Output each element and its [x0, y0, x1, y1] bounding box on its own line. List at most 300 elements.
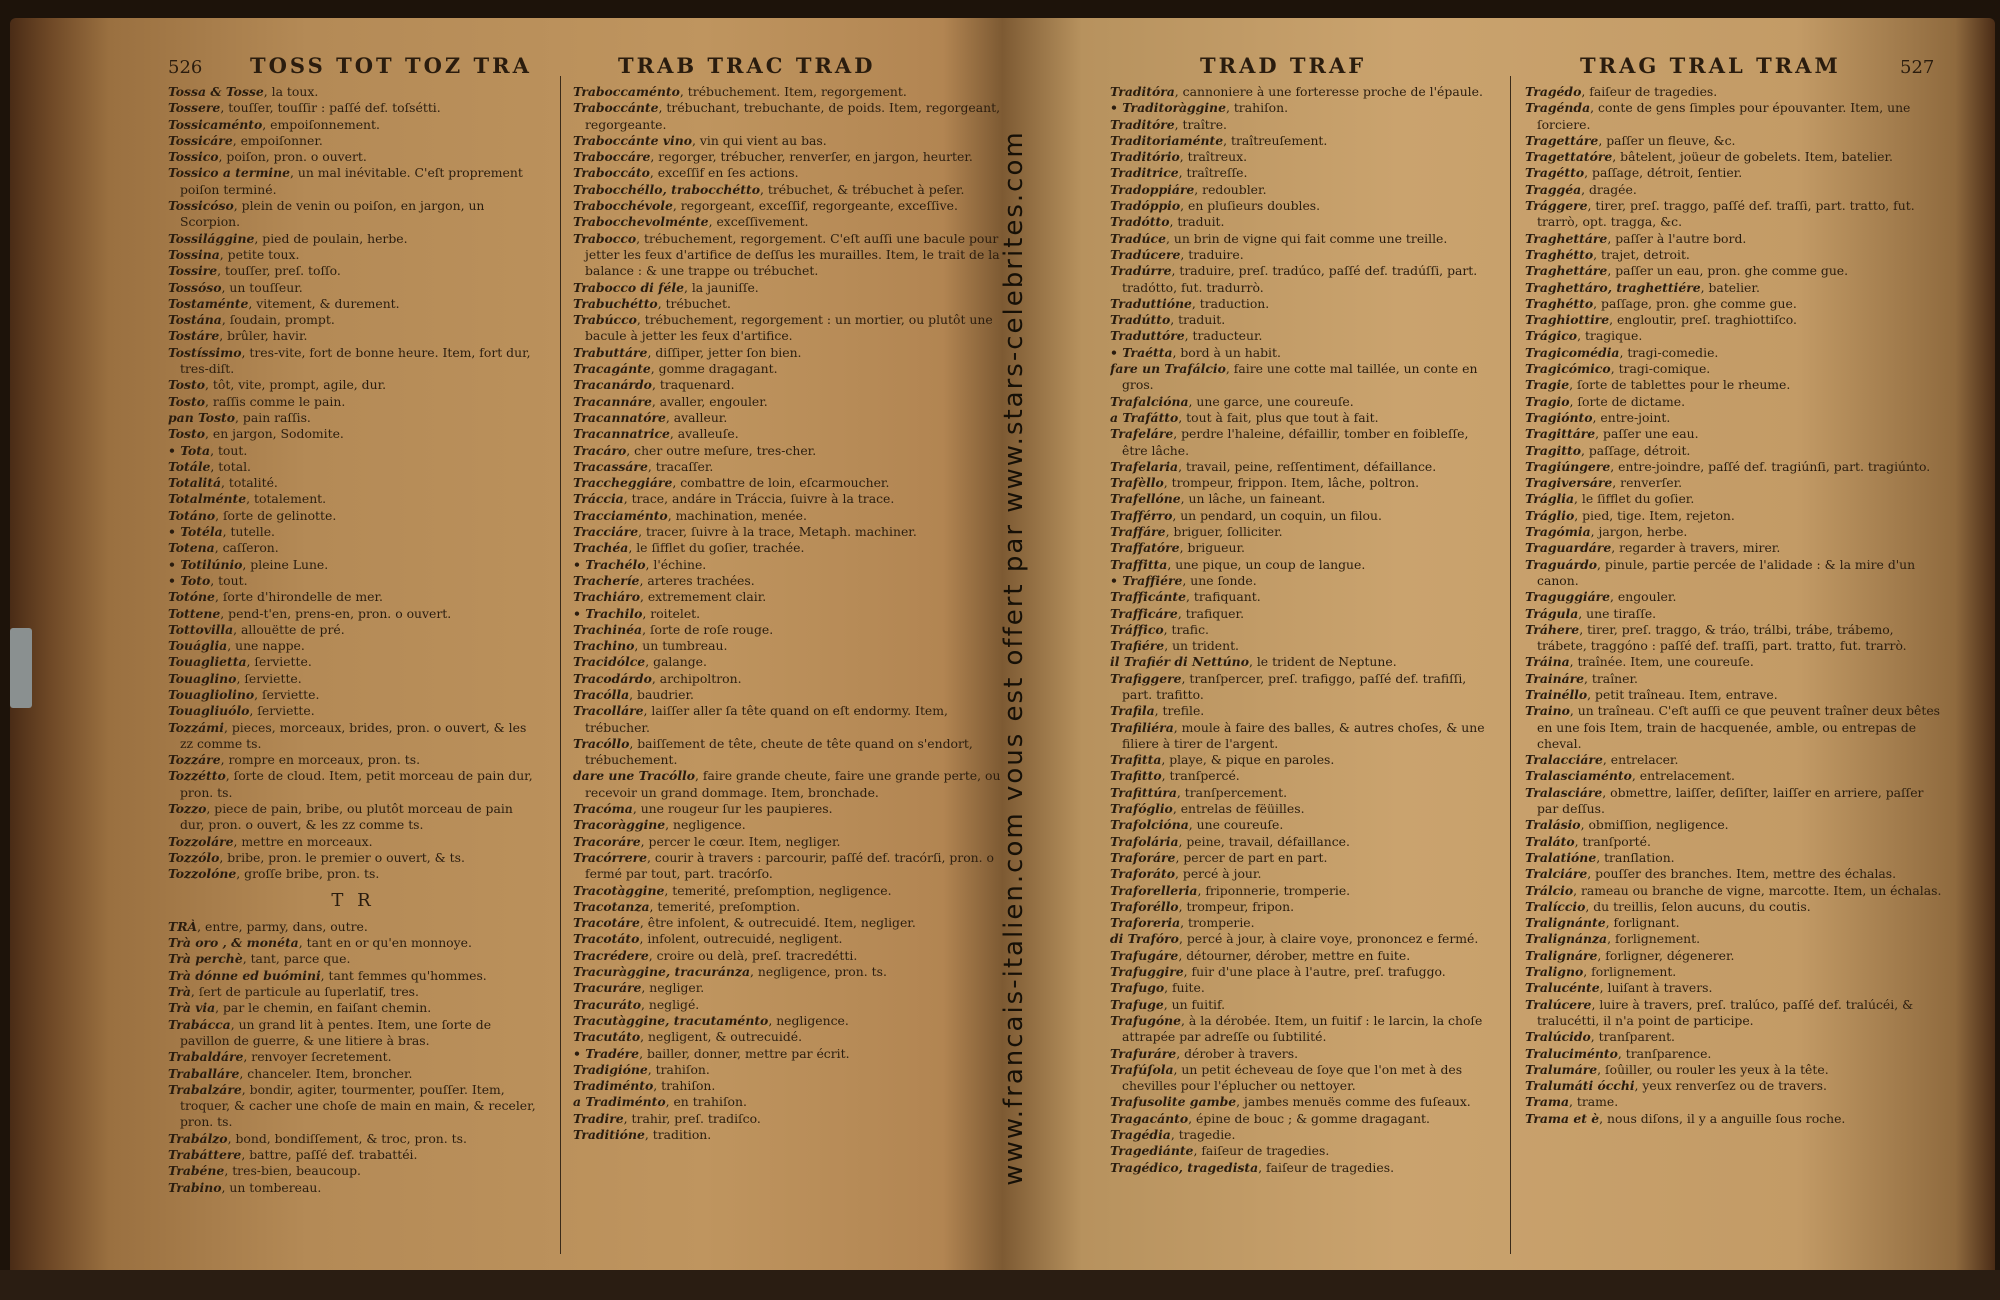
dictionary-entry [1525, 703, 1945, 752]
entry-headword: Traguárdo [1525, 556, 1598, 572]
dictionary-entry [573, 589, 1013, 605]
entry-definition: , regorger, trébucher, renverſer, en jargon, heurter. [650, 149, 973, 165]
entry-headword: Traforáto [1110, 866, 1176, 882]
dictionary-entry [1110, 345, 1485, 361]
entry-headword: Trabocchéllo, trabocchétto [573, 181, 760, 197]
dictionary-entry [573, 883, 1013, 899]
entry-headword: Trabácca [168, 1016, 231, 1032]
entry-headword: Trafficáre [1110, 605, 1178, 621]
entry-definition: , tout. [210, 442, 248, 458]
entry-headword: • Tota [168, 442, 211, 458]
entry-headword: Tossicáre [168, 132, 233, 148]
dictionary-entry [168, 752, 538, 768]
entry-definition: , pleine Lune. [242, 556, 329, 572]
entry-headword: Tragétto [1525, 165, 1585, 181]
dictionary-entry [168, 1082, 538, 1131]
entry-definition: , une rougeur ſur les paupieres. [632, 801, 833, 817]
dictionary-entry [1110, 573, 1485, 589]
entry-definition: , vitement, & durement. [248, 295, 400, 311]
entry-headword: Tracutáto [573, 1029, 641, 1045]
entry-definition: , forligner, dégenerer. [1597, 947, 1735, 963]
dictionary-entry [1110, 589, 1485, 605]
entry-definition: , nous diſons, il y a anguille ſous roche. [1599, 1110, 1846, 1126]
dictionary-entry [573, 1013, 1013, 1029]
dictionary-entry [1525, 524, 1945, 540]
entry-definition: , negligent, & outrecuidé. [640, 1029, 803, 1045]
entry-headword: Tostáre [168, 328, 220, 344]
entry-headword: Tradóppio [1110, 198, 1181, 214]
entry-headword: Trabocco di féle [573, 279, 684, 295]
entry-headword: Trafficánte [1110, 589, 1187, 605]
entry-headword: Trabino [168, 1179, 222, 1195]
dictionary-entry [1110, 866, 1485, 882]
entry-headword: Traforelleria [1110, 882, 1198, 898]
entry-definition: , tromperie. [1180, 915, 1255, 931]
entry-definition: , extremement clair. [639, 589, 767, 605]
entry-definition: , traîner. [1584, 670, 1638, 686]
entry-definition: , yeux renverſez ou de travers. [1634, 1078, 1827, 1094]
dictionary-entry [1525, 1078, 1945, 1094]
entry-headword: Touagliolino [168, 686, 255, 702]
entry-definition: , un tombereau. [221, 1179, 322, 1195]
dictionary-entry [1110, 785, 1485, 801]
dictionary-entry [168, 984, 538, 1000]
entry-definition: , ſorte de dictame. [1569, 393, 1686, 409]
entry-definition: , tant, parce que. [242, 951, 351, 967]
entry-headword: Tossina [168, 246, 220, 262]
entry-headword: Trà oro , & monéta [168, 935, 299, 951]
entry-headword: Traballáre [168, 1065, 240, 1081]
entry-definition: , galange. [645, 654, 707, 670]
dictionary-entry [1110, 165, 1485, 181]
dictionary-entry [168, 475, 538, 491]
entry-headword: Tralignánza [1525, 931, 1608, 947]
entry-headword: Tralásio [1525, 817, 1581, 833]
entry-headword: a Trafátto [1110, 409, 1179, 425]
entry-headword: Tráglio [1525, 507, 1575, 523]
entry-definition: , luiſant à travers. [1599, 980, 1713, 996]
entry-definition: , temerité, preſomption, negligence. [664, 882, 892, 898]
dictionary-entry [1110, 703, 1485, 719]
entry-definition: , ſerviette. [246, 654, 312, 670]
entry-definition: , tirer, preſ. traggo, paſſé def. traſſi, part. tratto, fut. trarrò, opt. tragga, &c. [1537, 198, 1915, 230]
entry-definition: , tranſlation. [1596, 849, 1675, 865]
entry-definition: , totalement. [246, 491, 327, 507]
entry-headword: Totále [168, 458, 211, 474]
entry-definition: , en pluſieurs doubles. [1180, 198, 1321, 214]
entry-headword: Traduttióne [1110, 295, 1192, 311]
entry-headword: Tralatióne [1525, 849, 1597, 865]
dictionary-entry [1110, 182, 1485, 198]
entry-definition: , une ſonde. [1182, 572, 1257, 588]
dictionary-entry [1525, 1062, 1945, 1078]
entry-headword: Trálcio [1525, 882, 1574, 898]
dictionary-entry [1525, 866, 1945, 882]
entry-headword: • Tradére [573, 1045, 640, 1061]
dictionary-entry [1110, 328, 1485, 344]
entry-definition: , tant en or qu'en monnoye. [298, 935, 472, 951]
dictionary-entry [168, 263, 538, 279]
dictionary-entry [1110, 361, 1485, 394]
entry-definition: , negliger. [641, 980, 705, 996]
entry-definition: , arteres trachées. [639, 572, 755, 588]
dictionary-entry [168, 377, 538, 393]
entry-definition: , tirer, preſ. traggo, & tráo, trálbi, trábe, trábemo, trábete, traggóno : paſſé def. traſſi, part. tratto, fut. trarrò. [1537, 621, 1907, 654]
dictionary-entry [573, 410, 1013, 426]
entry-definition: , tranſpercé. [1161, 768, 1240, 784]
entry-definition: , tranſporté. [1574, 833, 1651, 849]
dictionary-entry [1525, 345, 1945, 361]
entry-definition: , tragedie. [1170, 1127, 1236, 1142]
entry-definition: , empoiſonner. [232, 132, 323, 148]
dictionary-entry [1525, 508, 1945, 524]
entry-headword: Tracodárdo [573, 670, 652, 686]
entry-definition: , conte de gens ſimples pour épouvanter. Item, une ſorciere. [1537, 100, 1911, 132]
entry-definition: , paſſage, pron. ghe comme gue. [1593, 295, 1797, 311]
dictionary-entry [1525, 1029, 1945, 1045]
entry-definition: , un mal inévitable. C'eſt proprement poiſon terminé. [180, 165, 523, 197]
entry-definition: , briguer, ſolliciter. [1165, 524, 1283, 540]
entry-definition: , trahiſon. [653, 1078, 716, 1094]
dictionary-entry [573, 768, 1013, 801]
entry-definition: , une nappe. [227, 638, 305, 654]
entry-headword: Tragénda [1525, 100, 1591, 116]
entry-headword: Traghettáro, traghettiére [1525, 279, 1701, 295]
dictionary-entry [1525, 606, 1945, 622]
entry-definition: , percer de part en part. [1175, 849, 1328, 865]
entry-headword: Traditório [1110, 149, 1180, 165]
dictionary-entry [1525, 980, 1945, 996]
dictionary-entry [1110, 475, 1485, 491]
entry-headword: • Trachilo [573, 605, 643, 621]
entry-headword: Traduttóre [1110, 328, 1185, 344]
entry-definition: , paſſage, détroit, ſentier. [1584, 165, 1743, 181]
dictionary-entry [573, 394, 1013, 410]
entry-definition: , tracer, ſuivre à la trace, Metaph. machiner. [638, 524, 917, 540]
right-running-head-b: TRAG TRAL TRAM [1580, 53, 1841, 78]
entry-headword: Trafalcióna [1110, 393, 1189, 409]
entry-headword: Tralacciáre [1525, 752, 1603, 768]
dictionary-entry [573, 524, 1013, 540]
entry-definition: , ſoûiller, ou rouler les yeux à la tête. [1597, 1061, 1829, 1077]
entry-definition: , redoubler. [1194, 181, 1267, 197]
dictionary-entry [573, 834, 1013, 850]
entry-definition: , un tumbreau. [634, 638, 728, 654]
entry-headword: Trafolcióna [1110, 817, 1189, 833]
dictionary-entry [1525, 377, 1945, 393]
entry-headword: Tragettáre [1525, 132, 1599, 148]
dictionary-entry [168, 1147, 538, 1163]
dictionary-entry [168, 280, 538, 296]
entry-headword: Trà dónne ed buómini [168, 967, 321, 983]
dictionary-entry [168, 768, 538, 801]
entry-definition: , trébuchement, regorgement. C'eſt auſſi une bacule pour jetter les feux d'artifice de deſſus les murailles. Item, le trait de la balance : & une trappe ou trébuchet. [585, 230, 1000, 279]
entry-definition: , percé à jour, à claire voye, prononcez e fermé. [1178, 931, 1479, 947]
entry-headword: Tottovilla [168, 621, 234, 637]
open-book [10, 18, 1995, 1300]
entry-headword: il Trafiér di Nettúno [1110, 654, 1249, 670]
entry-definition: , épine de bouc ; & gomme dragagant. [1188, 1110, 1430, 1126]
dictionary-entry [1110, 1160, 1485, 1176]
dictionary-entry [1110, 606, 1485, 622]
dictionary-entry [1110, 247, 1485, 263]
entry-definition: , le trident de Neptune. [1248, 654, 1397, 670]
dictionary-entry [1525, 296, 1945, 312]
dictionary-entry [573, 964, 1013, 980]
dictionary-entry [573, 997, 1013, 1013]
entry-definition: , paſſage, détroit. [1580, 442, 1691, 458]
dictionary-entry [1110, 84, 1485, 100]
entry-definition: , traquenard. [651, 377, 735, 393]
entry-definition: , entre-joint. [1592, 409, 1671, 425]
entry-headword: Traghettáre [1525, 263, 1608, 279]
entry-headword: Tossico a termine [168, 165, 291, 181]
dictionary-entry [1110, 1127, 1485, 1143]
entry-definition: , tragique. [1577, 328, 1643, 344]
entry-definition: , le ſifflet du goſier. [1573, 491, 1695, 507]
entry-definition: , negligence, pron. ts. [750, 964, 887, 980]
entry-headword: Trafiére [1110, 638, 1165, 654]
entry-headword: Trafiggere [1110, 670, 1182, 686]
entry-headword: Tragio [1525, 393, 1570, 409]
entry-definition: , engloutir, preſ. traghiottiſco. [1609, 312, 1797, 328]
entry-headword: Tracannatóre [573, 409, 666, 425]
dictionary-entry [1525, 1046, 1945, 1062]
entry-headword: Tráccia [573, 491, 624, 507]
dictionary-entry [168, 84, 538, 100]
entry-headword: Tralíccio [1525, 898, 1586, 914]
entry-definition: , rompre en morceaux, pron. ts. [220, 752, 421, 768]
entry-headword: Tradótto [1110, 214, 1170, 230]
entry-definition: , une tiraſſe. [1578, 605, 1657, 621]
entry-headword: Traffitta [1110, 556, 1168, 572]
entry-headword: Traghétto [1525, 246, 1594, 262]
entry-definition: , forlignant. [1605, 915, 1680, 931]
dictionary-entry [1110, 133, 1485, 149]
dictionary-entry [168, 622, 538, 638]
dictionary-entry [1525, 231, 1945, 247]
entry-definition: , traîtreſſe. [1178, 165, 1248, 181]
entry-headword: Tradire [573, 1110, 624, 1126]
entry-definition: , faire une cotte mal taillée, un conte en gros. [1122, 361, 1478, 393]
entry-headword: Tragittáre [1525, 426, 1596, 442]
entry-definition: , traduction. [1191, 295, 1270, 311]
dictionary-entry [1525, 557, 1945, 590]
entry-headword: Trafitta [1110, 752, 1162, 768]
entry-definition: , pain raſſis. [235, 409, 311, 425]
entry-definition: , allouëtte de pré. [233, 621, 345, 637]
entry-definition: , une pique, un coup de langue. [1167, 556, 1366, 572]
entry-headword: Trágico [1525, 328, 1578, 344]
entry-headword: Traluciménto [1525, 1045, 1618, 1061]
entry-definition: , regorgeant, exceſſif, regorgeante, exceſſive. [672, 198, 958, 214]
dictionary-entry [1110, 491, 1485, 507]
entry-definition: , tranſpercer, preſ. trafiggo, paſſé def. trafiſſi, part. trafitto. [1122, 670, 1467, 702]
dictionary-entry [1110, 899, 1485, 915]
entry-definition: , trafic. [1163, 621, 1209, 637]
dictionary-entry [168, 687, 538, 703]
dictionary-entry [168, 866, 538, 882]
entry-headword: Tralasciáre [1525, 784, 1603, 800]
dictionary-entry [573, 1046, 1013, 1062]
entry-headword: Tozzámi [168, 719, 224, 735]
left-col2 [573, 84, 1013, 1254]
dictionary-entry [1110, 654, 1485, 670]
entry-definition: , cannoniere à une forteresse proche de l'épaule. [1174, 84, 1483, 99]
entry-headword: Trachino [573, 638, 635, 654]
entry-headword: Tostána [168, 312, 222, 328]
entry-headword: Tralucénte [1525, 980, 1600, 996]
dictionary-entry [573, 1062, 1013, 1078]
entry-headword: Traditoriaménte [1110, 132, 1224, 148]
entry-headword: Tracciaménto [573, 507, 668, 523]
entry-definition: , en jargon, Sodomite. [205, 426, 344, 442]
entry-headword: Trà via [168, 1000, 216, 1016]
dictionary-entry [573, 312, 1013, 345]
entry-definition: , paſſer un eau, pron. ghe comme gue. [1607, 263, 1849, 279]
dictionary-entry [1525, 654, 1945, 670]
dictionary-entry [1525, 410, 1945, 426]
dictionary-entry [168, 935, 538, 951]
entry-headword: Tracagánte [573, 361, 651, 377]
dictionary-entry [573, 931, 1013, 947]
dictionary-entry [1525, 198, 1945, 231]
entry-headword: Trafittúra [1110, 784, 1177, 800]
dictionary-entry [1110, 752, 1485, 768]
entry-headword: Tracotáre [573, 915, 640, 931]
entry-headword: Tostíssimo [168, 344, 242, 360]
dictionary-entry [573, 84, 1013, 100]
dictionary-entry [1110, 638, 1485, 654]
dictionary-entry [168, 801, 538, 834]
entry-definition: , ſerviette. [249, 703, 315, 719]
entry-definition: , travail, peine, reſſentiment, défaillance. [1178, 458, 1437, 474]
entry-headword: Tracotanza [573, 898, 650, 914]
entry-definition: , tres-bien, beaucoup. [224, 1163, 361, 1179]
entry-definition: , pied de poulain, herbe. [254, 230, 408, 246]
dictionary-entry [1110, 394, 1485, 410]
dictionary-entry [168, 1163, 538, 1179]
dictionary-entry [168, 606, 538, 622]
entry-headword: Tracassáre [573, 458, 648, 474]
entry-definition: , tragi-comique. [1610, 361, 1711, 377]
dictionary-entry [1110, 671, 1485, 704]
entry-definition: , la toux. [263, 84, 319, 99]
dictionary-entry [1525, 443, 1945, 459]
entry-definition: , trahir, preſ. tradiſco. [623, 1110, 761, 1126]
entry-headword: Traditóra [1110, 84, 1175, 99]
dictionary-entry [1110, 768, 1485, 784]
entry-headword: Tráglia [1525, 491, 1574, 507]
entry-definition: , un touſſeur. [221, 279, 303, 295]
left-running-head-a: TOSS TOT TOZ TRA [250, 53, 532, 78]
dictionary-entry [1525, 931, 1945, 947]
entry-headword: di Trafóro [1110, 931, 1179, 947]
dictionary-entry [168, 1131, 538, 1147]
entry-headword: Tozzáre [168, 752, 221, 768]
entry-headword: Tráffico [1110, 621, 1164, 637]
dictionary-entry [168, 508, 538, 524]
entry-headword: Traboccánte [573, 100, 659, 116]
dictionary-entry [168, 573, 538, 589]
entry-headword: Trafugóne [1110, 1012, 1182, 1028]
dictionary-entry [1110, 1143, 1485, 1159]
entry-definition: , tranſpercement. [1176, 784, 1288, 800]
entry-definition: , percé à jour. [1175, 866, 1262, 882]
dictionary-entry [1525, 850, 1945, 866]
entry-headword: Tosto [168, 377, 206, 393]
entry-headword: Touaglietta [168, 654, 247, 670]
entry-definition: , laiſſer aller ſa tête quand on eſt endormy. Item, trébucher. [585, 703, 948, 735]
entry-headword: • Totéla [168, 524, 223, 540]
entry-headword: Tozzolóne [168, 866, 237, 882]
entry-headword: Trachinéa [573, 621, 643, 637]
dictionary-entry [1525, 589, 1945, 605]
dictionary-entry [168, 850, 538, 866]
entry-definition: , entrelas de fëüilles. [1172, 801, 1305, 817]
entry-definition: , tradition. [644, 1127, 712, 1142]
entry-headword: Traditrice [1110, 165, 1179, 181]
entry-headword: Trafelaria [1110, 458, 1179, 474]
dictionary-entry [168, 703, 538, 719]
entry-definition: , fuite. [1164, 980, 1205, 996]
entry-headword: Tracidólce [573, 654, 646, 670]
entry-definition: , poiſon, pron. o ouvert. [218, 149, 367, 165]
right-col1 [1110, 84, 1485, 1254]
book-clip [10, 628, 32, 708]
dictionary-entry [573, 638, 1013, 654]
entry-headword: Tralignánte [1525, 915, 1606, 931]
dictionary-entry [168, 557, 538, 573]
entry-definition: , regarder à travers, mirer. [1611, 540, 1781, 556]
entry-definition: , l'échine. [645, 556, 707, 572]
entry-definition: , jargon, herbe. [1590, 524, 1688, 540]
entry-headword: Traguggiáre [1525, 589, 1611, 605]
entry-headword: Trafuráre [1110, 1045, 1177, 1061]
entry-headword: Trabúcco [573, 312, 637, 328]
entry-headword: Tozzo [168, 801, 207, 817]
entry-definition: , engouler. [1610, 589, 1677, 605]
entry-headword: Tracannáre [573, 393, 652, 409]
dictionary-entry [1110, 117, 1485, 133]
entry-definition: , entre, parmy, dans, outre. [197, 918, 368, 934]
dictionary-entry [573, 736, 1013, 769]
dictionary-entry [1525, 182, 1945, 198]
entry-definition: , tant femmes qu'hommes. [320, 967, 487, 983]
dictionary-entry [1525, 280, 1945, 296]
dictionary-entry [1525, 899, 1945, 915]
dictionary-entry [168, 459, 538, 475]
left-page-number: 526 [168, 57, 203, 78]
entry-definition: , fuir d'une place à l'autre, preſ. trafuggo. [1183, 964, 1446, 980]
entry-definition: , pinule, partie percée de l'alidade : & la mire d'un canon. [1537, 556, 1916, 588]
entry-headword: Traboccánte vino [573, 132, 693, 148]
right-page-number: 527 [1900, 57, 1935, 78]
entry-headword: Traforeria [1110, 915, 1181, 931]
dictionary-entry [1110, 426, 1485, 459]
entry-headword: TRÀ [168, 918, 198, 934]
entry-definition: , trame. [1569, 1094, 1619, 1110]
dictionary-entry [168, 540, 538, 556]
entry-headword: dare une Tracóllo [573, 768, 695, 784]
entry-headword: Touáglia [168, 638, 228, 654]
entry-headword: Traboccáto [573, 165, 650, 181]
dictionary-entry [1110, 1094, 1485, 1110]
entry-headword: Traffáre [1110, 524, 1166, 540]
entry-headword: Tradúce [1110, 230, 1166, 246]
dictionary-entry [1110, 459, 1485, 475]
dictionary-entry [573, 915, 1013, 931]
